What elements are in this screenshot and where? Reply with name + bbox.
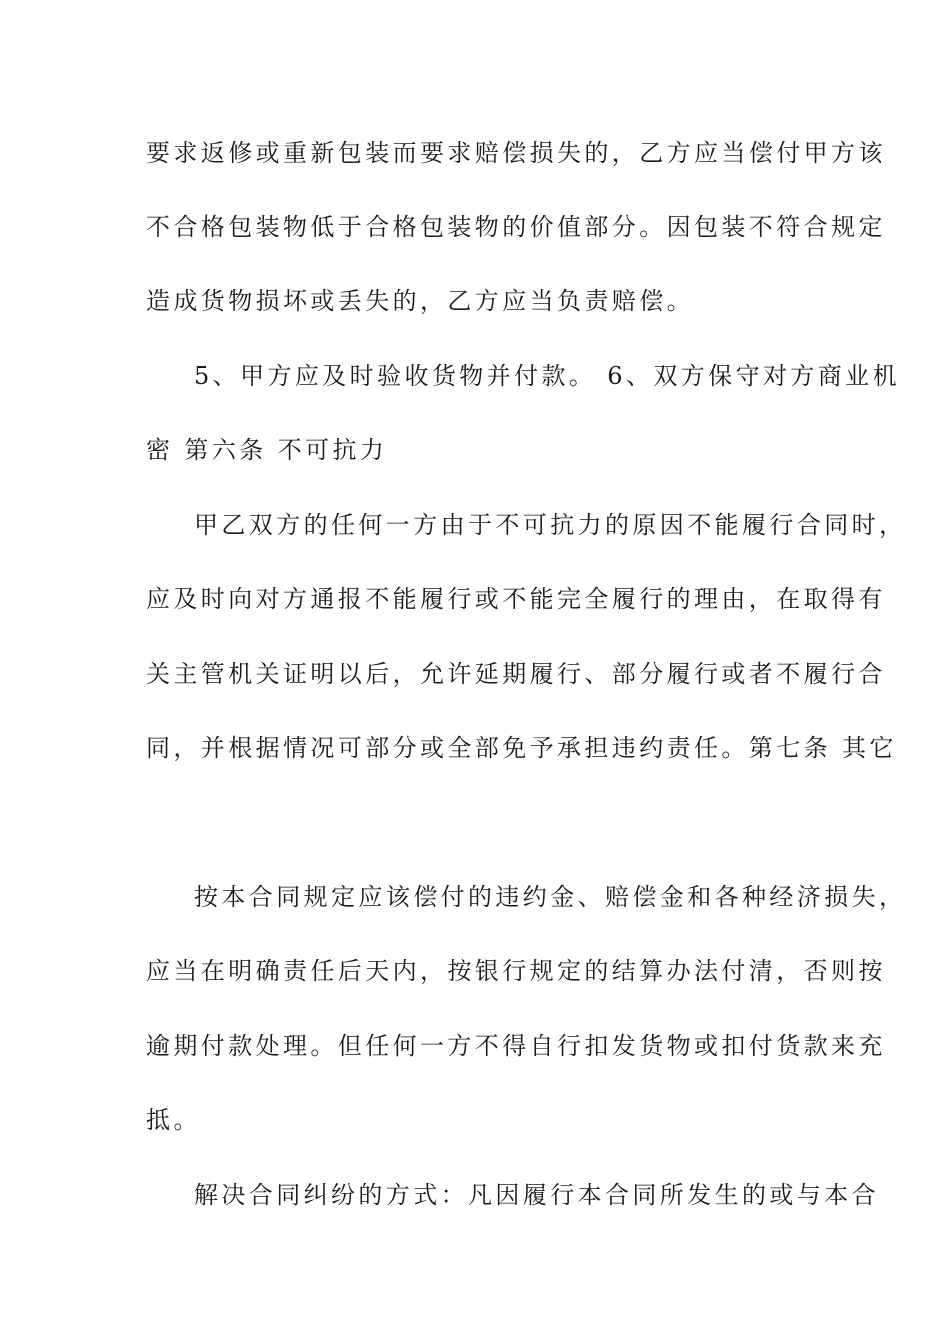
text-line: 抵。 (146, 1106, 201, 1134)
text-line: 甲乙双方的任何一方由于不可抗力的原因不能履行合同时， (194, 511, 907, 539)
text-line: 解决合同纠纷的方式：凡因履行本合同所发生的或与本合 (194, 1181, 879, 1209)
text-line: 应当在明确责任后天内，按银行规定的结算办法付清，否则按 (146, 957, 886, 985)
text-line: 应及时向对方通报不能履行或不能完全履行的理由，在取得有 (146, 585, 886, 613)
text-line: 逾期付款处理。但任何一方不得自行扣发货物或扣付货款来充 (146, 1032, 886, 1060)
text-line: 造成货物损坏或丢失的，乙方应当负责赔偿。 (146, 287, 694, 315)
text-line: 密 第六条 不可抗力 (146, 436, 388, 464)
text-line: 同，并根据情况可部分或全部免予承担违约责任。第七条 其它 (146, 734, 897, 762)
text-line: 要求返修或重新包装而要求赔偿损失的，乙方应当偿付甲方该 (146, 139, 886, 167)
text-line: 不合格包装物低于合格包装物的价值部分。因包装不符合规定 (146, 213, 886, 241)
text-line: 5、甲方应及时验收货物并付款。 6、双方保守对方商业机 (194, 362, 900, 390)
text-line: 按本合同规定应该偿付的违约金、赔偿金和各种经济损失， (194, 883, 907, 911)
text-line: 关主管机关证明以后，允许延期履行、部分履行或者不履行合 (146, 660, 886, 688)
